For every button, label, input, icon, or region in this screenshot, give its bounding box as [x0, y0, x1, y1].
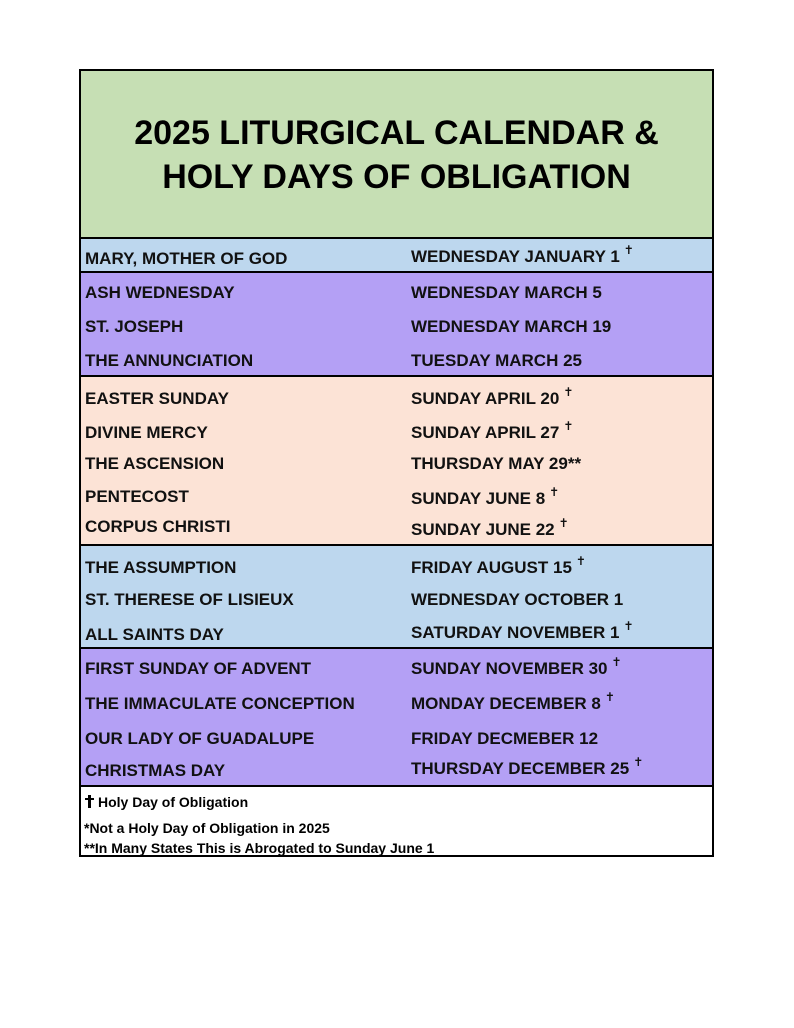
table-row: [81, 546, 712, 582]
holy-day-mark: ✝: [633, 755, 644, 769]
table-row: [81, 239, 712, 271]
cross-icon: [84, 795, 94, 808]
feast-date: SATURDAY NOVEMBER 1 ✝: [411, 619, 634, 642]
feast-date: SUNDAY APRIL 20 ✝: [411, 385, 574, 408]
title-line-1: 2025 LITURGICAL CALENDAR &: [134, 114, 659, 152]
feast-name: ST. JOSEPH: [85, 317, 184, 336]
feast-name: DIVINE MERCY: [85, 423, 208, 442]
footnotes: [81, 787, 712, 855]
section-january: [81, 239, 712, 273]
feast-name: THE IMMACULATE CONCEPTION: [85, 694, 355, 713]
feast-date: TUESDAY MARCH 25: [411, 351, 582, 370]
feast-date: WEDNESDAY OCTOBER 1: [411, 590, 624, 609]
footnote-not-holy-day: *Not a Holy Day of Obligation in 2025: [84, 820, 330, 836]
table-row: [81, 683, 712, 718]
feast-date: MONDAY DECEMBER 8 ✝: [411, 690, 615, 713]
feast-date: SUNDAY NOVEMBER 30 ✝: [411, 655, 622, 678]
page-title: [134, 109, 659, 199]
feast-name: CORPUS CHRISTI: [85, 517, 231, 536]
table-row: [81, 478, 712, 513]
feast-name: PENTECOST: [85, 487, 189, 506]
holy-day-mark: ✝: [549, 485, 560, 499]
table-row: [81, 447, 712, 478]
table-row: [81, 413, 712, 447]
calendar-header: [81, 71, 712, 239]
holy-day-mark: ✝: [611, 655, 622, 669]
feast-date: FRIDAY DECMEBER 12: [411, 729, 599, 748]
table-row: [81, 649, 712, 683]
section-autumn: [81, 546, 712, 649]
table-row: [81, 616, 712, 647]
title-line-2: HOLY DAYS OF OBLIGATION: [162, 158, 631, 196]
table-row: [81, 377, 712, 413]
section-advent: [81, 649, 712, 787]
feast-name: ST. THERESE OF LISIEUX: [85, 590, 294, 609]
table-row: [81, 341, 712, 375]
holy-day-mark: ✝: [563, 419, 574, 433]
feast-name: THE ASCENSION: [85, 454, 225, 473]
calendar-table: [79, 69, 714, 857]
feast-name: ASH WEDNESDAY: [85, 283, 235, 302]
holy-day-mark: ✝: [604, 690, 615, 704]
feast-date: WEDNESDAY JANUARY 1 ✝: [411, 243, 634, 266]
table-row: [81, 718, 712, 753]
table-row: [81, 513, 712, 544]
feast-name: MARY, MOTHER OF GOD: [85, 249, 288, 268]
feast-name: EASTER SUNDAY: [85, 389, 229, 408]
table-row: [81, 753, 712, 785]
table-row: [81, 582, 712, 616]
section-easter: [81, 377, 712, 546]
feast-name: THE ANNUNCIATION: [85, 351, 254, 370]
feast-name: THE ASSUMPTION: [85, 558, 237, 577]
feast-date: FRIDAY AUGUST 15 ✝: [411, 554, 586, 577]
footnote-abrogated: **In Many States This is Abrogated to Sunday June 1: [84, 840, 435, 856]
feast-name: FIRST SUNDAY OF ADVENT: [85, 659, 312, 678]
feast-date: SUNDAY JUNE 22 ✝: [411, 516, 569, 539]
holy-day-mark: ✝: [575, 554, 586, 568]
feast-name: ALL SAINTS DAY: [85, 625, 224, 644]
table-row: [81, 307, 712, 341]
feast-name: OUR LADY OF GUADALUPE: [85, 729, 315, 748]
holy-day-mark: ✝: [558, 516, 569, 530]
feast-date: WEDNESDAY MARCH 5: [411, 283, 602, 302]
feast-date: SUNDAY JUNE 8 ✝: [411, 485, 560, 508]
feast-date: THURSDAY MAY 29**: [411, 454, 582, 473]
section-lent: [81, 273, 712, 377]
feast-name: CHRISTMAS DAY: [85, 761, 226, 780]
holy-day-mark: ✝: [563, 385, 574, 399]
feast-date: THURSDAY DECEMBER 25 ✝: [411, 755, 644, 778]
holy-day-mark: ✝: [623, 243, 634, 257]
feast-date: SUNDAY APRIL 27 ✝: [411, 419, 574, 442]
feast-date: WEDNESDAY MARCH 19: [411, 317, 612, 336]
table-row: [81, 273, 712, 307]
holy-day-mark: ✝: [623, 619, 634, 633]
footnote-holy-day: Holy Day of Obligation: [84, 794, 248, 810]
